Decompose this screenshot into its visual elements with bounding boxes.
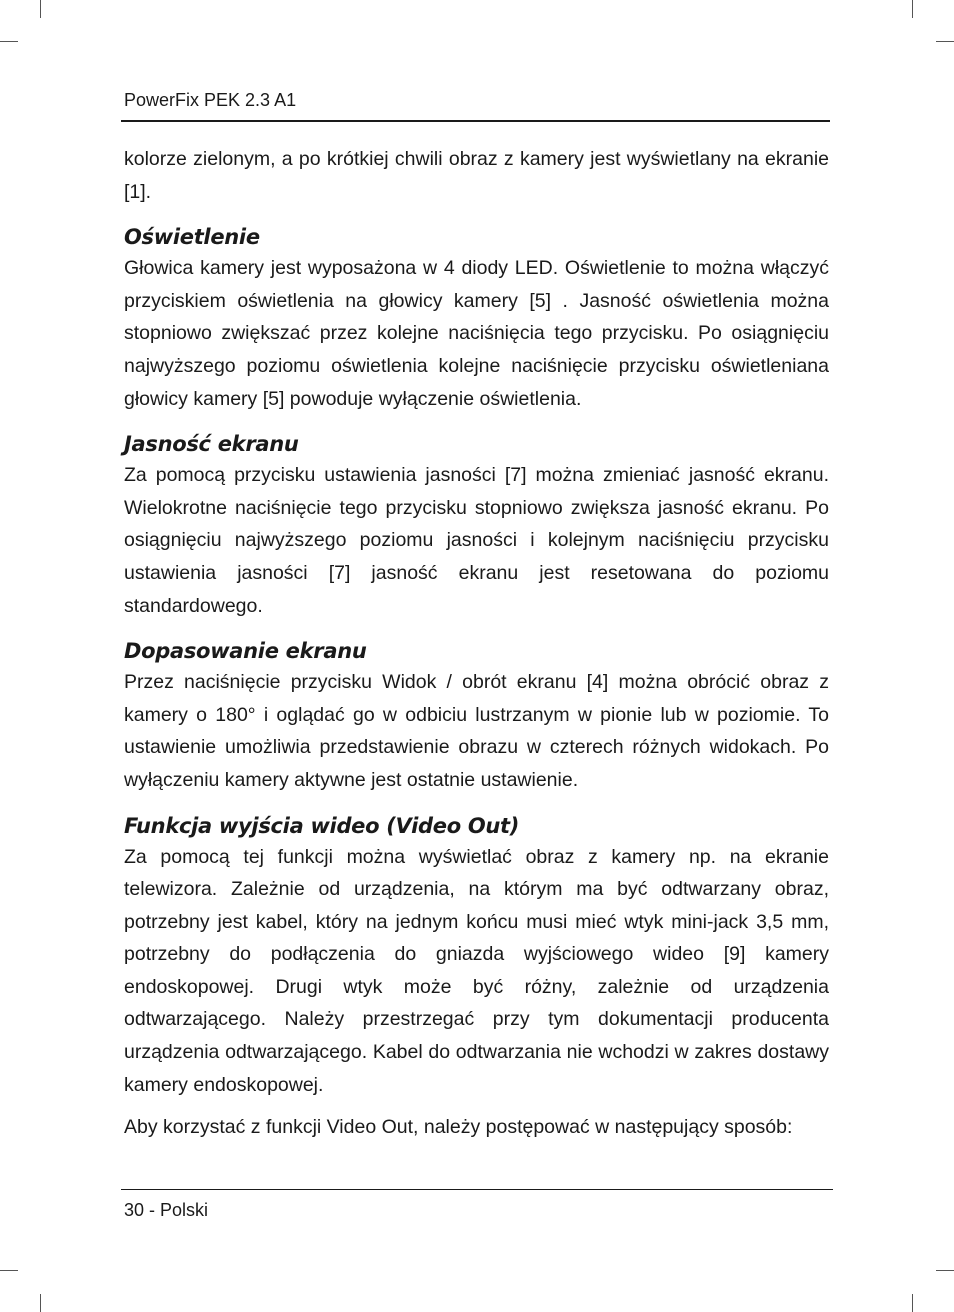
section-video-out	[124, 811, 829, 1144]
crop-mark	[0, 41, 18, 42]
crop-mark	[936, 41, 954, 42]
section-paragraph: Za pomocą przycisku ustawienia jasności [7] można zmieniać jasność ekranu. Wielokrotne naciśnięcie tego przycisku stopniowo zwiększa jasność ekranu. Po osiągnięciu najwyższego poziomu jasności i kolejnym naciśnięciu przycisku ustawienia jasności [7] jasność ekranu jest resetowana do poziomu standardowego.	[124, 464, 829, 617]
section-dopasowanie-ekranu	[124, 636, 829, 796]
section-oswietlenie	[124, 222, 829, 415]
section-heading: Oświetlenie	[124, 225, 260, 250]
crop-mark	[0, 1270, 18, 1271]
section-heading: Funkcja wyjścia wideo (Video Out)	[124, 813, 520, 838]
section-paragraph: Za pomocą tej funkcji można wyświetlać obraz z kamery np. na ekranie telewizora. Zależnie od urządzenia, na którym ma być odtwarzany obraz, potrzebny jest kabel, który na jednym końcu musi mieć wtyk mini-jack 3,5 mm, potrzebny do podłączenia do gniazda wyjściowego wideo [9] kamery endoskopowej. Drugi wtyk może być różny, zależnie od urządzenia odtwarzającego. Należy przestrzegać przy tym dokumentacji producenta urządzenia odtwarzającego. Kabel do odtwarzania nie wchodzi w zakres dostawy kamery endoskopowej.	[124, 845, 829, 1096]
crop-mark	[40, 1294, 41, 1312]
crop-mark	[912, 1294, 913, 1312]
section-paragraph: Głowica kamery jest wyposażona w 4 diody LED. Oświetlenie to można włączyć przyciskiem oświetlenia na głowicy kamery [5] . Jasność oświetlenia można stopniowo zwiększać przez kolejne naciśnięcia tego przycisku. Po osiągnięciu najwyższego poziomu oświetlenia kolejne naciśnięcie przycisku oświetleniana głowicy kamery [5] powoduje wyłączenie oświetlenia.	[124, 257, 829, 410]
crop-mark	[912, 0, 913, 18]
page-body	[124, 143, 829, 1144]
header-rule	[121, 120, 830, 122]
page-footer: 30 - Polski	[124, 1200, 209, 1220]
footer-rule	[121, 1189, 833, 1190]
crop-mark	[936, 1270, 954, 1271]
crop-mark	[40, 0, 41, 18]
section-heading: Jasność ekranu	[124, 432, 299, 457]
section-jasnosc-ekranu	[124, 429, 829, 622]
section-paragraph: Aby korzystać z funkcji Video Out, należy postępować w następujący sposób:	[124, 1116, 793, 1139]
intro-paragraph: kolorze zielonym, a po krótkiej chwili obraz z kamery jest wyświetlany na ekranie [1].	[124, 148, 829, 203]
section-paragraph: Przez naciśnięcie przycisku Widok / obrót ekranu [4] można obrócić obraz z kamery o 180° i oglądać go w odbiciu lustrzanym w pionie lub w poziomie. To ustawienie umożliwia przedstawienie obrazu w czterech różnych widokach. Po wyłączeniu kamery aktywne jest ostatnie ustawienie.	[124, 671, 829, 791]
running-header: PowerFix PEK 2.3 A1	[124, 90, 297, 110]
section-heading: Dopasowanie ekranu	[124, 639, 367, 664]
